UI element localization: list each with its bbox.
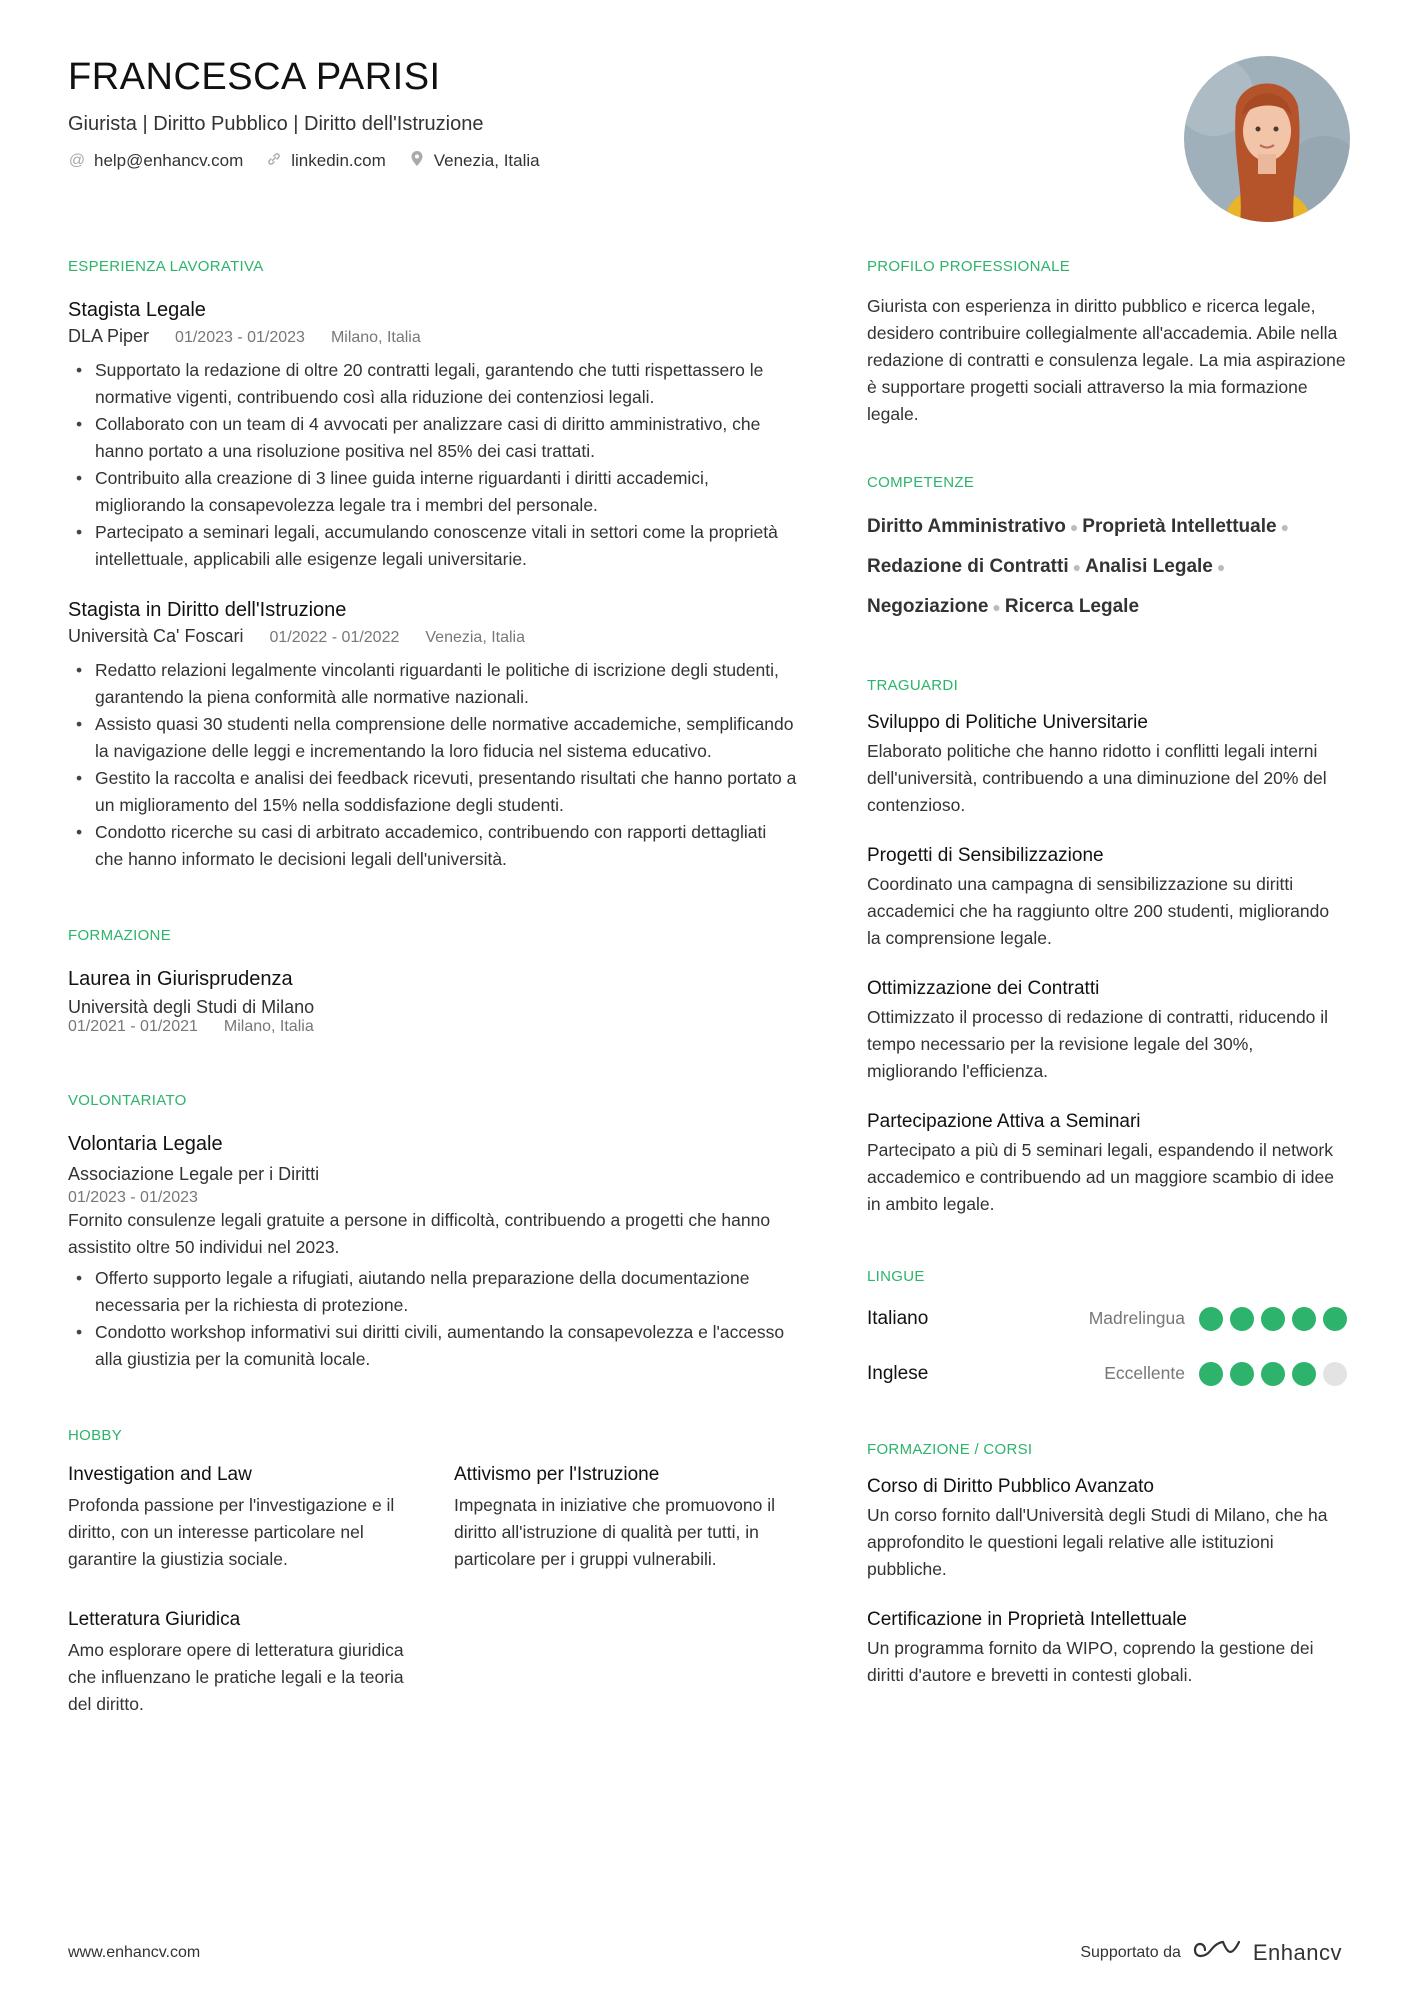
bullet-item: • Gestito la raccolta e analisi dei feedback ricevuti, presentando risultati che hanno portato a un miglioramento del 15% nella soddisfazione degli studenti.	[68, 765, 798, 819]
language-rating	[1199, 1362, 1347, 1386]
rating-dot-filled-icon	[1230, 1362, 1254, 1386]
volunteer-org: Associazione Legale per i Diritti	[68, 1164, 320, 1184]
contact-linkedin[interactable]	[265, 150, 386, 172]
rating-dot-filled-icon	[1199, 1307, 1223, 1331]
bullet-item: • Supportato la redazione di oltre 20 contratti legali, garantendo che tutti rispettassero le normative vigenti, contribuendo così alla riduzione dei contenziosi legali.	[68, 357, 798, 411]
skills-section-title: COMPETENZE	[867, 474, 975, 491]
volunteer-meta	[68, 1189, 798, 1207]
job-company: Università Ca' Foscari	[68, 626, 244, 646]
achievement-item	[867, 712, 1347, 819]
volunteer-section-title: VOLONTARIATO	[68, 1092, 187, 1109]
achievement-text: Coordinato una campagna di sensibilizzazione su diritti accademici che ha raggiunto oltre 200 studenti, migliorando la comprensione legale.	[867, 874, 1330, 948]
bullet-item: • Condotto ricerche su casi di arbitrato accademico, contribuendo con rapporti dettagliati che hanno informato le decisioni legali dell'università.	[68, 819, 798, 873]
job-company: DLA Piper	[68, 326, 150, 346]
skill-item: Negoziazione	[867, 596, 989, 617]
rating-dot-filled-icon	[1199, 1362, 1223, 1386]
left-column	[68, 258, 798, 1718]
achievement-title: Progetti di Sensibilizzazione	[867, 845, 1104, 866]
education-dates: 01/2021 - 01/2021	[68, 1018, 198, 1035]
job-dates: 01/2023 - 01/2023	[175, 329, 305, 346]
bullet-item: • Redatto relazioni legalmente vincolanti riguardanti le politiche di iscrizione degli studenti, garantendo la piena conformità alle normative nazionali.	[68, 657, 798, 711]
course-item	[867, 1476, 1347, 1583]
experience-section-title: ESPERIENZA LAVORATIVA	[68, 258, 264, 275]
hobby-text: Profonda passione per l'investigazione e il diritto, con un interesse particolare nel garantire la giustizia sociale.	[68, 1495, 395, 1569]
languages-list	[867, 1291, 1347, 1401]
languages-section-title: LINGUE	[867, 1268, 925, 1285]
course-item	[867, 1609, 1347, 1689]
skill-line	[867, 507, 1347, 547]
volunteer-bullets	[68, 1265, 798, 1373]
language-rating	[1199, 1307, 1347, 1331]
job-meta	[68, 326, 798, 347]
achievement-text: Partecipato a più di 5 seminari legali, espandendo il network accademico e contribuendo ad un maggiore scambio di idee in ambito legale.	[867, 1140, 1334, 1214]
hobby-title: Letteratura Giuridica	[68, 1609, 241, 1630]
location-text: Venezia, Italia	[433, 151, 540, 170]
bullet-item: • Collaborato con un team di 4 avvocati per analizzare casi di diritto amministrativo, che hanno portato a una risoluzione positiva nel 85% dei casi trattati.	[68, 411, 798, 465]
language-level: Madrelingua	[1088, 1308, 1185, 1328]
achievement-item	[867, 1111, 1347, 1218]
job-role: Stagista Legale	[68, 299, 206, 321]
rating-dot-filled-icon	[1230, 1307, 1254, 1331]
education-meta	[68, 1018, 798, 1036]
hobby-grid	[68, 1464, 798, 1718]
course-text: Un corso fornito dall'Università degli Studi di Milano, che ha approfondito le questioni legali relative alle istituzioni pubbliche.	[867, 1505, 1328, 1579]
hobby-item	[68, 1609, 408, 1718]
hobby-section-title: HOBBY	[68, 1427, 123, 1444]
skill-line	[867, 587, 1347, 627]
rating-dot-filled-icon	[1292, 1362, 1316, 1386]
skill-item: Analisi Legale	[1085, 556, 1213, 577]
job-meta	[68, 626, 798, 647]
bullet-item: • Partecipato a seminari legali, accumulando conoscenze vitali in settori come la proprietà intellettuale, applicabili alle esigenze legali universitarie.	[68, 519, 798, 573]
achievements-section-title: TRAGUARDI	[867, 677, 959, 694]
achievement-text: Ottimizzato il processo di redazione di contratti, riducendo il tempo necessario per la revisione legale del 30%, migliorando l'efficienza.	[867, 1007, 1329, 1081]
footer-website-link[interactable]: www.enhancv.com	[68, 1943, 201, 1961]
language-name: Inglese	[867, 1362, 929, 1384]
education-section-title: FORMAZIONE	[68, 927, 171, 944]
degree-title: Laurea in Giurisprudenza	[68, 968, 293, 990]
hobby-title: Attivismo per l'Istruzione	[454, 1464, 660, 1485]
education-item	[68, 968, 798, 1036]
rating-dot-filled-icon	[1292, 1307, 1316, 1331]
school-name: Università degli Studi di Milano	[68, 997, 315, 1017]
experience-item	[68, 599, 798, 873]
course-title: Certificazione in Proprietà Intellettuale	[867, 1609, 1188, 1630]
linkedin-text: linkedin.com	[291, 151, 386, 170]
job-dates: 01/2022 - 01/2022	[269, 629, 400, 646]
achievement-item	[867, 845, 1347, 952]
achievement-title: Partecipazione Attiva a Seminari	[867, 1111, 1141, 1132]
rating-dot-filled-icon	[1261, 1307, 1285, 1331]
courses-section-title: FORMAZIONE / CORSI	[867, 1441, 1033, 1458]
separator-dot-icon: ●	[1069, 519, 1079, 535]
achievement-item	[867, 978, 1347, 1085]
powered-by-text: Supportato da	[1080, 1943, 1181, 1961]
volunteer-item	[68, 1133, 798, 1373]
profile-text: Giurista con esperienza in diritto pubblico e ricerca legale, desidero contribuire collegialmente all'accademia. Abile nella redazione di contratti e consulenza legale. La mia aspirazione è supportare progetti sociali attraverso la mia formazione legale.	[867, 296, 1346, 424]
course-text: Un programma fornito da WIPO, coprendo la gestione dei diritti d'autore e brevetti in contesti globali.	[867, 1638, 1314, 1685]
hobby-item	[454, 1464, 794, 1573]
experience-item	[68, 299, 798, 573]
rating-dot-filled-icon	[1261, 1362, 1285, 1386]
separator-dot-icon: ●	[1216, 559, 1226, 575]
achievement-text: Elaborato politiche che hanno ridotto i conflitti legali interni dell'università, contribuendo a una diminuzione del 20% del contenzioso.	[867, 741, 1327, 815]
skill-item: Diritto Amministrativo	[867, 516, 1066, 537]
language-row	[867, 1291, 1347, 1346]
bullet-item: • Assisto quasi 30 studenti nella comprensione delle normative accademiche, semplificando la navigazione delle leggi e incrementando la loro fiducia nel sistema educativo.	[68, 711, 798, 765]
profile-section-title: PROFILO PROFESSIONALE	[867, 258, 1071, 275]
bullet-item: • Offerto supporto legale a rifugiati, aiutando nella preparazione della documentazione necessaria per la richiesta di protezione.	[68, 1265, 798, 1319]
candidate-subtitle: Giurista | Diritto Pubblico | Diritto dell'Istruzione	[68, 113, 484, 135]
job-role: Stagista in Diritto dell'Istruzione	[68, 599, 347, 621]
email-text: help@enhancv.com	[94, 151, 244, 170]
footer	[68, 1938, 1342, 1967]
location-pin-icon	[408, 150, 426, 172]
volunteer-dates: 01/2023 - 01/2023	[68, 1189, 198, 1206]
separator-dot-icon: ●	[992, 599, 1001, 615]
enhancv-logo-icon	[1193, 1938, 1241, 1967]
language-name: Italiano	[867, 1307, 929, 1329]
separator-dot-icon: ●	[1280, 519, 1290, 535]
language-level: Eccellente	[1104, 1363, 1185, 1383]
rating-dot-filled-icon	[1323, 1307, 1347, 1331]
volunteer-summary: Fornito consulenze legali gratuite a persone in difficoltà, contribuendo a progetti che hanno assistito oltre 50 individui nel 2023.	[68, 1210, 771, 1257]
job-bullets	[68, 657, 798, 873]
resume-header	[68, 56, 1068, 172]
job-location: Milano, Italia	[330, 329, 421, 346]
contact-row	[68, 150, 1068, 172]
contact-location	[408, 150, 540, 172]
at-icon: @	[68, 152, 86, 169]
hobby-item	[68, 1464, 408, 1573]
skill-item: Proprietà Intellettuale	[1082, 516, 1277, 537]
achievement-title: Sviluppo di Politiche Universitarie	[867, 712, 1148, 733]
job-location: Venezia, Italia	[425, 629, 525, 646]
right-column	[867, 258, 1347, 1689]
avatar	[1184, 56, 1350, 222]
footer-brand[interactable]	[1080, 1938, 1342, 1967]
bullet-item: • Condotto workshop informativi sui diritti civili, aumentando la consapevolezza e l'accesso alla giustizia per la comunità locale.	[68, 1319, 798, 1373]
hobby-text: Amo esplorare opere di letteratura giuridica che influenzano le pratiche legali e la teoria del diritto.	[68, 1640, 404, 1714]
skill-item: Ricerca Legale	[1004, 596, 1140, 617]
volunteer-role: Volontaria Legale	[68, 1133, 223, 1155]
skill-line	[867, 547, 1347, 587]
bullet-item: • Contribuito alla creazione di 3 linee guida interne riguardanti i diritti accademici, migliorando la consapevolezza legale tra i membri del personale.	[68, 465, 798, 519]
education-location: Milano, Italia	[223, 1018, 314, 1035]
job-bullets	[68, 357, 798, 573]
candidate-name: FRANCESCA PARISI	[68, 56, 441, 98]
skills-list	[867, 507, 1347, 627]
achievement-title: Ottimizzazione dei Contratti	[867, 978, 1100, 999]
hobby-title: Investigation and Law	[68, 1464, 252, 1485]
separator-dot-icon: ●	[1072, 559, 1082, 575]
link-icon	[265, 151, 283, 172]
rating-dot-empty-icon	[1323, 1362, 1347, 1386]
brand-name: Enhancv	[1252, 1939, 1342, 1965]
hobby-text: Impegnata in iniziative che promuovono il diritto all'istruzione di qualità per tutti, in particolare per i gruppi vulnerabili.	[454, 1495, 776, 1569]
skill-item: Redazione di Contratti	[867, 556, 1069, 577]
language-row	[867, 1346, 1347, 1401]
contact-email[interactable]	[68, 150, 243, 172]
course-title: Corso di Diritto Pubblico Avanzato	[867, 1476, 1154, 1497]
